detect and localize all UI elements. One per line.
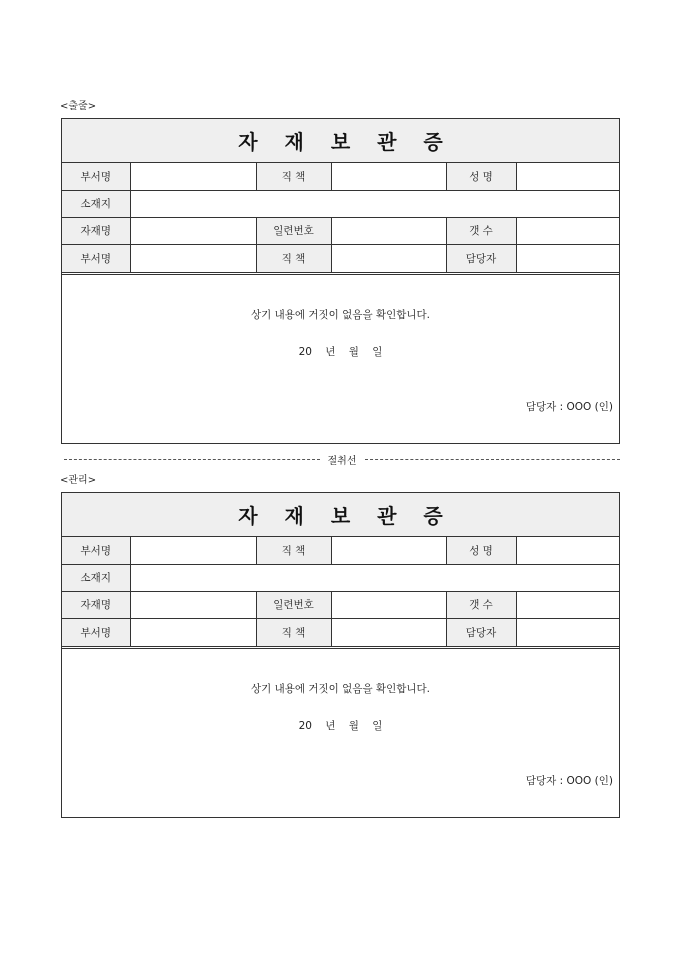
signature-line: 담당자 : OOO (인) xyxy=(525,774,613,787)
serial-number-field[interactable] xyxy=(331,591,446,618)
form-title: 자 재 보 관 증 xyxy=(62,493,619,537)
quantity-field[interactable] xyxy=(516,591,619,618)
department-label: 부서명 xyxy=(62,537,130,564)
position-label: 직 책 xyxy=(256,618,331,647)
department-label: 부서명 xyxy=(62,163,130,190)
form-grid xyxy=(62,163,619,275)
department-label: 부서명 xyxy=(62,244,130,273)
table-row xyxy=(62,217,619,244)
material-name-label: 자재명 xyxy=(62,591,130,618)
cut-line-label: 절취선 xyxy=(327,455,357,467)
table-row xyxy=(62,190,619,217)
quantity-field[interactable] xyxy=(516,217,619,244)
cut-line xyxy=(64,453,620,465)
department-field[interactable] xyxy=(130,537,256,564)
table-row xyxy=(62,163,619,190)
material-name-field[interactable] xyxy=(130,217,256,244)
quantity-label: 갯 수 xyxy=(446,217,516,244)
manager-label: 담당자 xyxy=(446,618,516,647)
location-field[interactable] xyxy=(130,190,619,217)
cut-line-dash-left xyxy=(64,459,320,460)
name-field[interactable] xyxy=(516,163,619,190)
department-field[interactable] xyxy=(130,163,256,190)
date-line: 20 년 월 일 xyxy=(298,345,383,358)
material-custody-form-management xyxy=(61,492,620,818)
signature-line: 담당자 : OOO (인) xyxy=(525,400,613,413)
position-field[interactable] xyxy=(331,618,446,647)
position-field[interactable] xyxy=(331,244,446,273)
confirmation-statement: 상기 내용에 거짓이 없음을 확인합니다. xyxy=(251,308,430,321)
manager-field[interactable] xyxy=(516,618,619,647)
table-row xyxy=(62,244,619,273)
table-row xyxy=(62,564,619,591)
position-field[interactable] xyxy=(331,537,446,564)
position-label: 직 책 xyxy=(256,537,331,564)
name-field[interactable] xyxy=(516,537,619,564)
confirmation-statement: 상기 내용에 거짓이 없음을 확인합니다. xyxy=(251,682,430,695)
department-field[interactable] xyxy=(130,618,256,647)
table-row xyxy=(62,537,619,564)
cut-line-dash-right xyxy=(365,459,621,460)
location-label: 소재지 xyxy=(62,564,130,591)
department-label: 부서명 xyxy=(62,618,130,647)
confirmation-area xyxy=(62,649,619,815)
serial-number-label: 일련번호 xyxy=(256,217,331,244)
form-title: 자 재 보 관 증 xyxy=(62,119,619,163)
table-row xyxy=(62,618,619,647)
quantity-label: 갯 수 xyxy=(446,591,516,618)
serial-number-field[interactable] xyxy=(331,217,446,244)
form-grid xyxy=(62,537,619,649)
material-custody-form-issue xyxy=(61,118,620,444)
department-field[interactable] xyxy=(130,244,256,273)
material-name-field[interactable] xyxy=(130,591,256,618)
serial-number-label: 일련번호 xyxy=(256,591,331,618)
position-field[interactable] xyxy=(331,163,446,190)
date-line: 20 년 월 일 xyxy=(298,719,383,732)
location-field[interactable] xyxy=(130,564,619,591)
table-row xyxy=(62,591,619,618)
confirmation-area xyxy=(62,275,619,441)
section-label-management: <관리> xyxy=(60,475,97,486)
name-label: 성 명 xyxy=(446,163,516,190)
manager-label: 담당자 xyxy=(446,244,516,273)
section-label-issue: <출줄> xyxy=(60,101,97,112)
position-label: 직 책 xyxy=(256,244,331,273)
position-label: 직 책 xyxy=(256,163,331,190)
material-name-label: 자재명 xyxy=(62,217,130,244)
location-label: 소재지 xyxy=(62,190,130,217)
manager-field[interactable] xyxy=(516,244,619,273)
name-label: 성 명 xyxy=(446,537,516,564)
